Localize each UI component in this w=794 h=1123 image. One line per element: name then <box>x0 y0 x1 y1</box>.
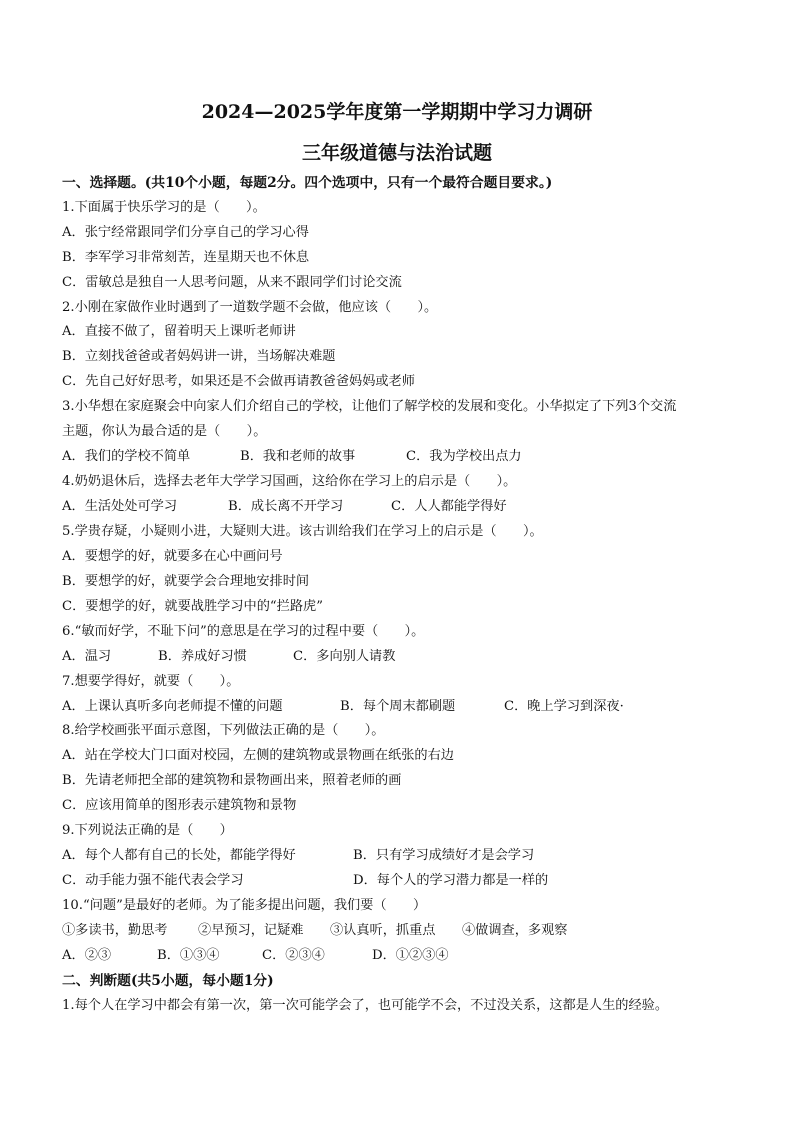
question-2-option-b: B．立刻找爸爸或者妈妈讲一讲，当场解决难题 <box>62 349 336 364</box>
question-1-option-a: A．张宁经常跟同学们分享自己的学习心得 <box>62 225 309 240</box>
question-4-option-b: B．成长离不开学习 <box>228 499 344 514</box>
question-8-option-c: C．应该用简单的图形表示建筑物和景物 <box>62 798 297 813</box>
question-9-stem: 9.下列说法正确的是（ ） <box>62 823 233 838</box>
question-2-option-a: A．直接不做了，留着明天上课听老师讲 <box>62 324 296 339</box>
question-10-option-c: C．②③④ <box>262 948 325 963</box>
question-10-item-2: ②早预习，记疑难 <box>198 923 304 938</box>
question-3-option-b: B．我和老师的故事 <box>240 449 356 464</box>
question-7-stem: 7.想要学得好，就要（ ）。 <box>62 674 240 689</box>
question-10-item-3: ③认真听，抓重点 <box>330 923 436 938</box>
question-2-stem: 2.小刚在家做作业时遇到了一道数学题不会做，他应该（ ）。 <box>62 300 438 315</box>
question-3-option-a: A．我们的学校不简单 <box>62 449 191 464</box>
question-10-option-b: B．①③④ <box>157 948 220 963</box>
exam-title: 2024—2025学年度第一学期期中学习力调研 <box>201 101 593 123</box>
question-5-option-b: B．要想学的好，就要学会合理地安排时间 <box>62 574 310 589</box>
question-2-option-c: C．先自己好好思考，如果还是不会做再请教爸爸妈妈或老师 <box>62 374 415 389</box>
question-5-option-c: C．要想学的好，就要战胜学习中的“拦路虎” <box>62 599 323 614</box>
question-6-stem: 6.“敏而好学，不耻下问”的意思是在学习的过程中要（ ）。 <box>62 624 425 639</box>
question-4-stem: 4.奶奶退休后，选择去老年大学学习国画，这给你在学习上的启示是（ ）。 <box>62 474 517 489</box>
section1-heading: 一、选择题。(共10个小题，每题2分。四个选项中，只有一个最符合题目要求。) <box>62 175 553 191</box>
question-6-option-a: A．温习 <box>62 649 112 664</box>
question-9-option-c: C．动手能力强不能代表会学习 <box>62 873 244 888</box>
question-1-option-b: B．李军学习非常刻苦，连星期天也不休息 <box>62 250 310 265</box>
question-10-option-a: A．②③ <box>62 948 112 963</box>
question-6-option-b: B．养成好习惯 <box>158 649 247 664</box>
question-9-option-a: A．每个人都有自己的长处，都能学得好 <box>62 848 296 863</box>
question-7-option-b: B．每个周末都刷题 <box>340 699 456 714</box>
question-5-stem: 5.学贵存疑，小疑则小进，大疑则大进。该古训给我们在学习上的启示是（ ）。 <box>62 524 543 539</box>
question-8-stem: 8.给学校画张平面示意图，下列做法正确的是（ ）。 <box>62 723 385 738</box>
question-3-option-c: C．我为学校出点力 <box>406 449 522 464</box>
question-9-option-d: D．每个人的学习潜力都是一样的 <box>353 873 549 888</box>
question-5-option-a: A．要想学的好，就要多在心中画问号 <box>62 549 283 564</box>
question-10-item-1: ①多读书，勤思考 <box>62 923 168 938</box>
question-10-option-d: D．①②③④ <box>372 948 449 963</box>
section2-heading: 二、判断题(共5小题，每小题1分) <box>62 973 274 989</box>
question-7-option-a: A．上课认真听多向老师提不懂的问题 <box>62 699 283 714</box>
judge-question-1: 1.每个人在学习中都会有第一次，第一次可能学会了，也可能学不会，不过没关系，这都是人生的经验。 <box>62 998 669 1013</box>
question-4-option-c: C．人人都能学得好 <box>391 499 507 514</box>
question-6-option-c: C．多向别人请教 <box>293 649 396 664</box>
question-8-option-a: A．站在学校大门口面对校园，左侧的建筑物或景物画在纸张的右边 <box>62 748 454 763</box>
question-3-stem-continued: 主题，你认为最合适的是（ ）。 <box>62 424 267 439</box>
question-7-option-c: C．晚上学习到深夜· <box>504 699 624 714</box>
question-9-option-b: B．只有学习成绩好才是会学习 <box>353 848 535 863</box>
question-3-stem: 3.小华想在家庭聚会中向家人们介绍自己的学校，让他们了解学校的发展和变化。小华拟定了下列3个交流 <box>62 399 677 414</box>
question-10-item-4: ④做调查，多观察 <box>462 923 568 938</box>
question-1-option-c: C．雷敏总是独自一人思考问题，从来不跟同学们讨论交流 <box>62 275 402 290</box>
question-4-option-a: A．生活处处可学习 <box>62 499 178 514</box>
exam-subtitle: 三年级道德与法治试题 <box>301 142 492 164</box>
question-8-option-b: B．先请老师把全部的建筑物和景物画出来，照着老师的画 <box>62 773 402 788</box>
question-1-stem: 1.下面属于快乐学习的是（ ）。 <box>62 200 266 215</box>
question-10-stem: 10.“问题”是最好的老师。为了能多提出问题，我们要（ ） <box>62 898 427 913</box>
